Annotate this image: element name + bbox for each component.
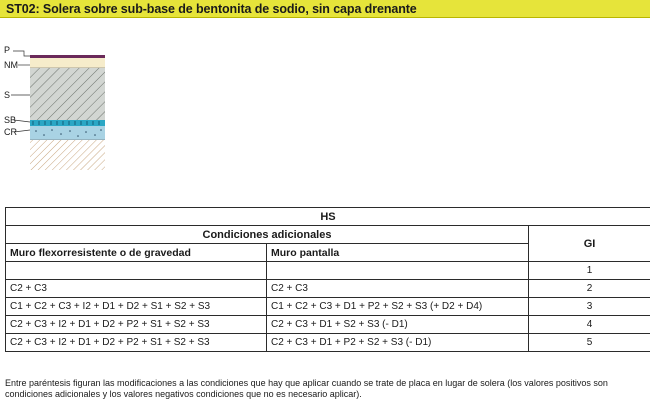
label-sb: SB (4, 115, 17, 125)
header-muro-flex: Muro flexorresistente o de gravedad (6, 244, 267, 262)
cell-pantalla (267, 262, 529, 280)
cell-pantalla: C2 + C3 + D1 + P2 + S2 + S3 (- D1) (267, 334, 529, 352)
cell-gi: 1 (529, 262, 650, 280)
section-title: ST02: Solera sobre sub-base de bentonita de sodio, sin capa drenante (0, 0, 650, 18)
layer-section-diagram (0, 38, 160, 176)
cell-flex: C2 + C3 (6, 280, 267, 298)
cell-pantalla: C2 + C3 + D1 + S2 + S3 (- D1) (267, 316, 529, 334)
cell-flex (6, 262, 267, 280)
footnote: Entre paréntesis figuran las modificaciones a las condiciones que hay que aplicar cuando se trate de placa en lugar de solera (los valores positivos son condiciones adicionales y los valores negativos condiciones que no es necesario aplicar). (5, 378, 608, 399)
cell-gi: 2 (529, 280, 650, 298)
label-s: S (4, 90, 11, 100)
cell-pantalla: C2 + C3 (267, 280, 529, 298)
header-conditions: Condiciones adicionales (6, 226, 529, 244)
label-p: P (4, 45, 11, 55)
table-row (6, 334, 650, 352)
label-cr: CR (4, 127, 17, 137)
layer-s (30, 68, 105, 120)
header-muro-pantalla: Muro pantalla (267, 244, 529, 262)
table-row (6, 262, 650, 280)
layer-nm (30, 58, 105, 68)
header-row-conditions (6, 226, 650, 244)
table-row (6, 280, 650, 298)
label-nm: NM (4, 60, 18, 70)
cell-pantalla: C1 + C2 + C3 + D1 + P2 + S2 + S3 (+ D2 + D4) (267, 298, 529, 316)
cell-flex: C1 + C2 + C3 + I2 + D1 + D2 + S1 + S2 + S3 (6, 298, 267, 316)
layer-cr (30, 126, 105, 140)
cell-gi: 5 (529, 334, 650, 352)
table-row (6, 298, 650, 316)
cell-gi: 4 (529, 316, 650, 334)
header-row-hs (6, 208, 650, 226)
cell-flex: C2 + C3 + I2 + D1 + D2 + P2 + S1 + S2 + S3 (6, 334, 267, 352)
cell-flex: C2 + C3 + I2 + D1 + D2 + P2 + S1 + S2 + S3 (6, 316, 267, 334)
cell-gi: 3 (529, 298, 650, 316)
layer-sb (30, 120, 105, 126)
header-hs: HS (6, 208, 650, 226)
ground-hatch (30, 140, 105, 170)
header-gi: GI (529, 226, 650, 262)
table-row (6, 316, 650, 334)
hs-conditions-table (5, 207, 650, 352)
layer-p (30, 55, 105, 58)
